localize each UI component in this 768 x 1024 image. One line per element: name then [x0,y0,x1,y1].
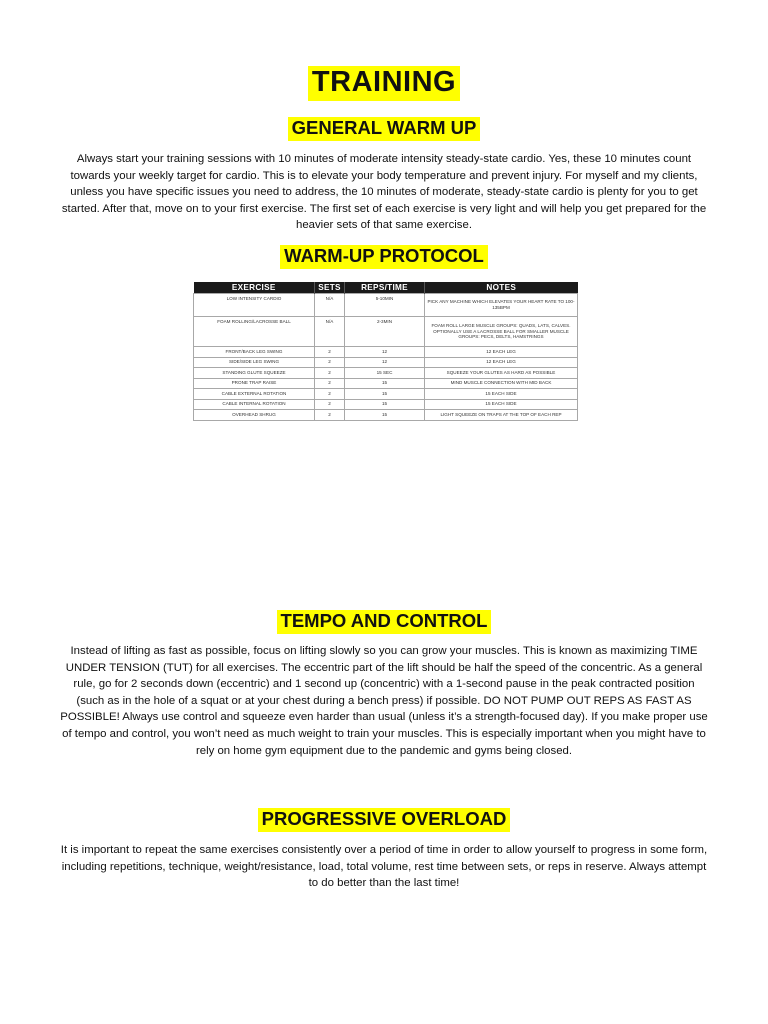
warmup-paragraph: Always start your training sessions with 10 minutes of moderate intensity steady-state cardio. Yes, these 10 minutes count towards your weekly target for cardio. This is to elevate your body temperature and prevent injury. For myself and my clients, unless you have specific issues you need to address, the 10 minutes of moderate, steady-state cardio is plenty for you to get started. After that, move on to your first exercise. The first set of each exercise is very light and will help you get prepared for the heavier sets of that same exercise. [61,153,707,232]
table-cell: CABLE INTERNAL ROTATION [194,399,315,410]
table-cell: 12 [345,357,425,368]
warmup-protocol-table [193,282,578,421]
table-cell: 2 [315,368,345,379]
table-row [194,317,578,347]
table-cell: CABLE EXTERNAL ROTATION [194,389,315,400]
table-row [194,347,578,358]
table-cell: 2 [315,347,345,358]
table-cell: FOAM ROLLING/LACROSSE BALL [194,317,315,347]
table-cell: N/A [315,317,345,347]
overload-paragraph: It is important to repeat the same exercises consistently over a period of time in order to allow yourself to progress in some form, including repetitions, technique, weight/resistance, load, total volume, rest time between sets, or reps in reserve. Always attempt to do better than the last time! [60,844,708,890]
table-cell: OVERHEAD SHRUG [194,410,315,421]
table-row [194,368,578,379]
table-row [194,399,578,410]
column-header: NOTES [425,282,578,294]
table-cell: PICK ANY MACHINE WHICH ELEVATES YOUR HEART RATE TO 100-135BPM [425,294,578,317]
column-header: REPS/TIME [345,282,425,294]
column-header: SETS [315,282,345,294]
table-cell: FRONT/BACK LEG SWING [194,347,315,358]
table-cell: 15 EACH SIDE [425,399,578,410]
table-cell: MIND MUSCLE CONNECTION WITH MID BACK [425,378,578,389]
table-cell: 2 [315,357,345,368]
table-cell: 2 [315,399,345,410]
table-cell: 12 EACH LEG [425,347,578,358]
overload-heading-wrap [0,808,768,832]
table-cell: 15 [345,410,425,421]
table-cell: FOAM ROLL LARGE MUSCLE GROUPS: QUADS, LATS, CALVES. OPTIONALLY USE A LACROSSE BALL FOR SMALLER MUSCLE GROUPS: PECS, DELTS, HAMSTRINGS [425,317,578,347]
column-header: EXERCISE [194,282,315,294]
page-title: TRAINING [308,66,460,101]
table-cell: LIGHT SQUEEZE ON TRAPS AT THE TOP OF EACH REP [425,410,578,421]
table-cell: 5-10MIN [345,294,425,317]
warmup-protocol-table-wrap [193,282,577,421]
table-cell: 15 [345,399,425,410]
table-cell: 2 [315,389,345,400]
table-cell: N/A [315,294,345,317]
protocol-heading: WARM-UP PROTOCOL [280,245,488,269]
table-body [194,294,578,421]
overload-heading: PROGRESSIVE OVERLOAD [258,808,511,832]
warmup-heading: GENERAL WARM UP [288,117,481,141]
table-cell: LOW INTENSITY CARDIO [194,294,315,317]
protocol-heading-wrap [0,245,768,269]
table-cell: STANDING GLUTE SQUEEZE [194,368,315,379]
table-cell: 2-3MIN [345,317,425,347]
table-row [194,294,578,317]
table-cell: PRONE TRAP RAISE [194,378,315,389]
table-row [194,410,578,421]
table-cell: 15 [345,378,425,389]
table-cell: 2 [315,378,345,389]
table-row [194,389,578,400]
table-cell: 12 EACH LEG [425,357,578,368]
table-cell: 2 [315,410,345,421]
table-cell: 15 EACH SIDE [425,389,578,400]
table-row [194,357,578,368]
warmup-heading-wrap [0,117,768,141]
table-header-row [194,282,578,294]
tempo-heading-wrap [0,610,768,634]
table-row [194,378,578,389]
table-cell: SIDE/SIDE LEG SWING [194,357,315,368]
table-cell: 12 [345,347,425,358]
table-cell: 15 SEC [345,368,425,379]
table-cell: SQUEEZE YOUR GLUTES AS HARD AS POSSIBLE [425,368,578,379]
table-cell: 15 [345,389,425,400]
page-title-wrap [0,66,768,101]
tempo-paragraph: Instead of lifting as fast as possible, focus on lifting slowly so you can grow your muscles. This is known as maximizing TIME UNDER TENSION (TUT) for all exercises. The eccentric part of the lift should be half the speed of the concentric. As a general rule, go for 2 seconds down (eccentric) and 1 second up (concentric) with a 1-second pause in the peak contracted position (such as in the hole of a squat or at your chest during a bench press) if possible. DO NOT PUMP OUT REPS AS FAST AS POSSIBLE! Always use control and squeeze even harder than usual (unless it’s a strength-focused day). If you make proper use of tempo and control, you won’t need as much weight to train your muscles. This is especially important when you might have to rely on home gym equipment due to the pandemic and gyms being closed. [60,645,708,757]
tempo-heading: TEMPO AND CONTROL [277,610,492,634]
